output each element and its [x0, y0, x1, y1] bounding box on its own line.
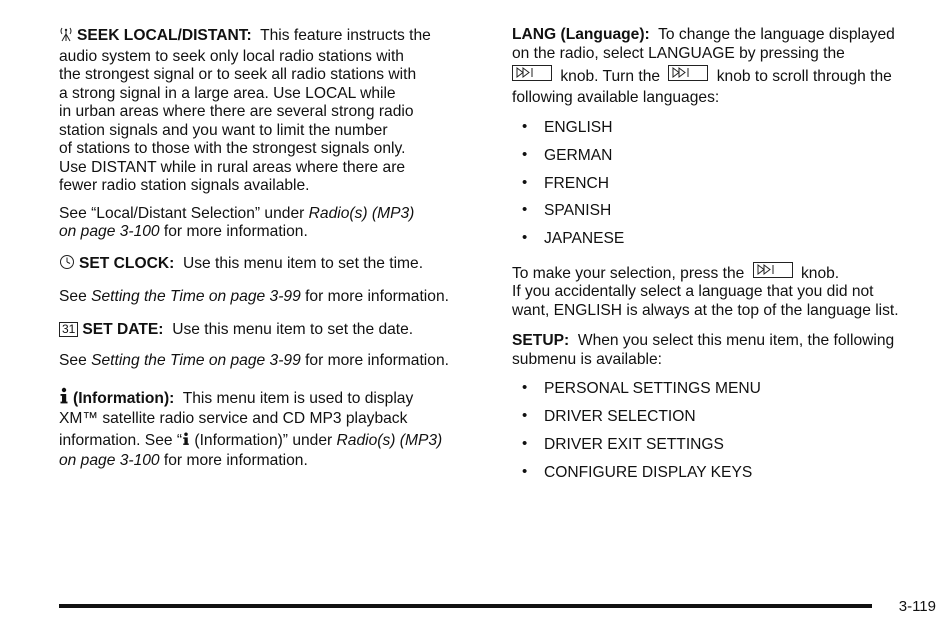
footer-rule: [59, 604, 872, 608]
list-item: • FRENCH: [512, 175, 942, 203]
date-see-ref: Setting the Time on page 3-99: [91, 352, 301, 369]
setup-term: SETUP:: [512, 332, 570, 350]
clock-see-prefix: See: [59, 288, 92, 305]
seek-see-ref-2: on page 3-100: [59, 223, 160, 240]
antenna-icon: [59, 26, 73, 48]
clock-section: [59, 254, 489, 276]
seek-desc-8: Use DISTANT while in rural areas where there are: [59, 158, 406, 176]
lang-note-1: If you accidentally select a language that you did not: [512, 283, 874, 301]
list-item: • ENGLISH: [512, 119, 942, 147]
seek-desc-1: This feature instructs the: [260, 27, 431, 44]
clock-icon: [59, 254, 75, 276]
tune-knob-icon-3: [753, 262, 793, 278]
info-see-ref-2: on page 3-100: [59, 452, 160, 469]
seek-see-ref-1: Radio(s) (MP3): [308, 204, 415, 222]
list-item: • GERMAN: [512, 147, 942, 175]
seek-section: [59, 26, 489, 196]
info-term: (Information):: [73, 389, 175, 407]
clock-see-suffix: for more information.: [300, 288, 449, 305]
info-desc-1: This menu item is used to display: [182, 389, 414, 407]
clock-desc: Use this menu item to set the time.: [182, 254, 424, 272]
lang-desc-3a: knob. Turn the: [560, 68, 661, 85]
list-item: • JAPANESE: [512, 230, 942, 258]
clock-see-also: [59, 288, 489, 307]
seek-see-suffix: for more information.: [159, 223, 308, 240]
date-see-also: [59, 352, 489, 371]
info-desc-2: XM™ satellite radio service and CD MP3 playback: [59, 410, 408, 427]
seek-line: [59, 26, 489, 48]
left-column: [59, 26, 489, 480]
lang-desc-1: To change the language displayed: [658, 26, 895, 43]
lang-select-suffix: knob.: [800, 264, 840, 282]
clock-term: SET CLOCK:: [79, 254, 175, 272]
lang-desc-2: on the radio, select LANGUAGE by pressing the: [512, 44, 845, 62]
setup-desc-2: submenu is available:: [512, 350, 662, 368]
seek-desc-4: a strong signal in a large area. Use LOCAL while: [59, 84, 396, 102]
list-item: • DRIVER EXIT SETTINGS: [512, 436, 942, 464]
seek-desc-5: in urban areas where there are several strong radio: [59, 103, 414, 120]
info-see-suffix: for more information.: [159, 452, 308, 469]
seek-desc-7: of stations to those with the strongest signals only.: [59, 140, 406, 157]
list-item: • PERSONAL SETTINGS MENU: [512, 380, 942, 408]
seek-desc-6: station signals and you want to limit the number: [59, 121, 388, 139]
lang-desc-4: following available languages:: [512, 88, 720, 106]
right-column: [512, 26, 942, 500]
seek-term: SEEK LOCAL/DISTANT:: [77, 27, 252, 44]
lang-select-section: [512, 262, 942, 321]
setup-desc-1: When you select this menu item, the following: [577, 332, 895, 350]
calendar-icon: 31: [59, 322, 78, 337]
date-see-suffix: for more information.: [300, 352, 449, 369]
list-item: • SPANISH: [512, 202, 942, 230]
info-section: [59, 387, 489, 471]
setup-submenu-list: [512, 380, 942, 491]
seek-desc-3: the strongest signal or to seek all radio stations with: [59, 66, 417, 83]
language-list: [512, 119, 942, 258]
lang-desc-3b: knob to scroll through the: [716, 68, 892, 85]
seek-see-prefix: See “Local/Distant Selection” under: [59, 204, 309, 222]
info-icon: [59, 387, 69, 411]
lang-note-2: want, ENGLISH is always at the top of the language list.: [512, 301, 899, 319]
tune-knob-icon: [512, 65, 552, 81]
list-item: • DRIVER SELECTION: [512, 408, 942, 436]
seek-desc-9: fewer radio station signals available.: [59, 177, 310, 194]
lang-select-prefix: To make your selection, press the: [512, 264, 745, 282]
setup-section: [512, 332, 942, 369]
seek-see-also: [59, 205, 489, 242]
info-see-ref-1: Radio(s) (MP3): [336, 431, 443, 449]
date-see-prefix: See: [59, 352, 92, 369]
clock-see-ref: Setting the Time on page 3-99: [91, 288, 301, 305]
page-number: 3-119: [898, 598, 936, 615]
tune-knob-icon-2: [668, 65, 708, 81]
seek-desc-2: audio system to seek only local radio stations with: [59, 47, 404, 65]
lang-section: [512, 26, 942, 107]
list-item: • CONFIGURE DISPLAY KEYS: [512, 464, 942, 492]
lang-term: LANG (Language):: [512, 26, 650, 43]
info-desc-3-mid: (Information)” under: [190, 431, 337, 449]
date-desc: Use this menu item to set the date.: [172, 320, 414, 338]
info-icon-inline: [182, 431, 190, 453]
date-section: [59, 321, 489, 340]
info-desc-3-prefix: information. See “: [59, 431, 183, 449]
date-term: SET DATE:: [82, 320, 164, 338]
